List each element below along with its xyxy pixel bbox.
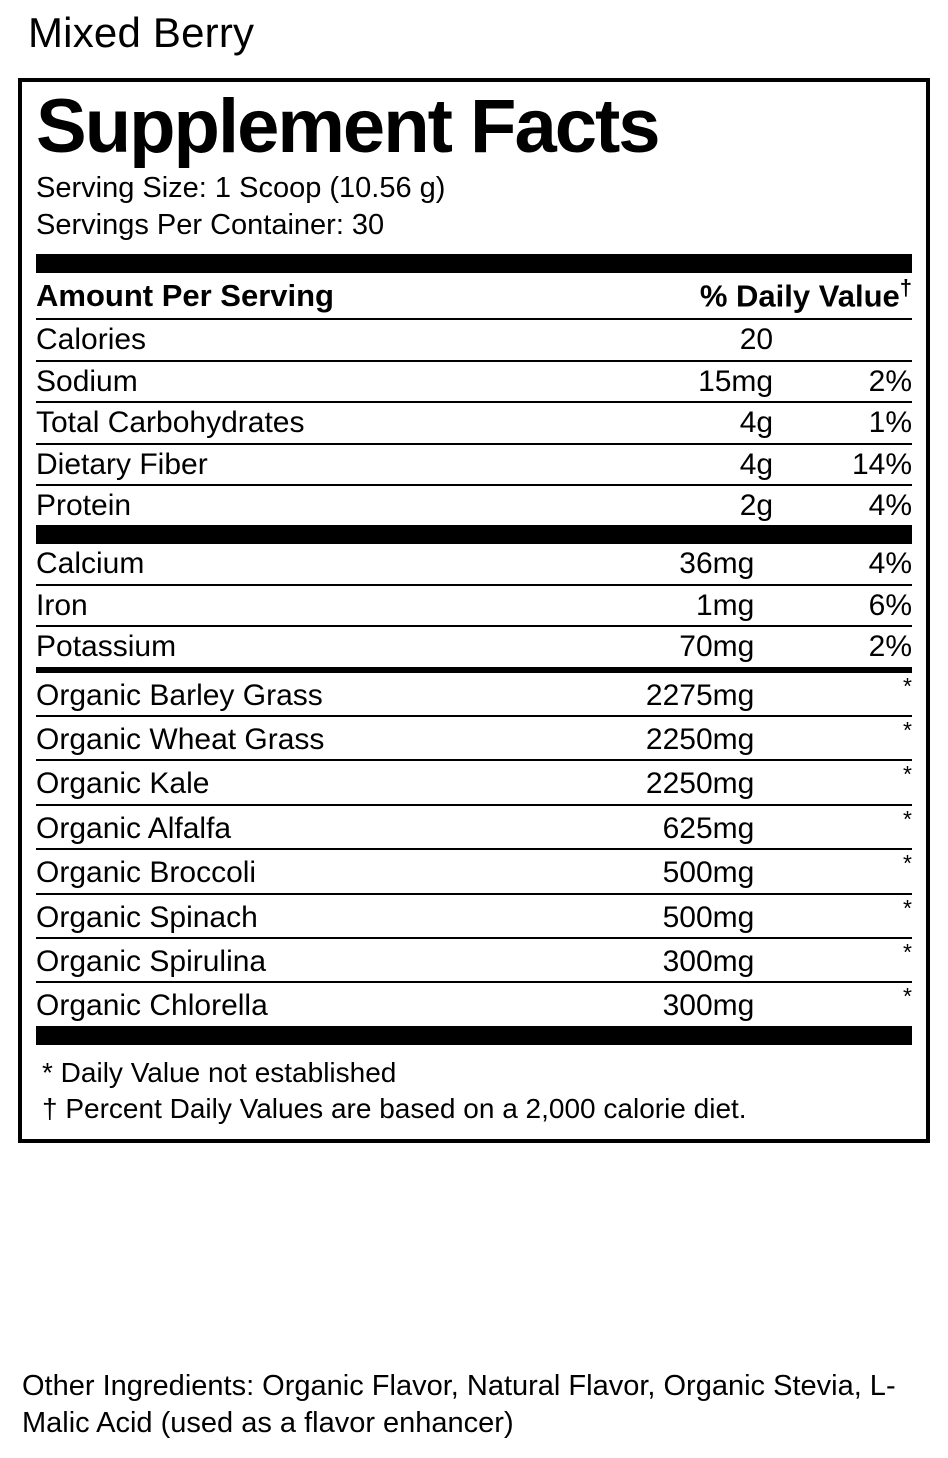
table-row [36,894,912,938]
nutrient-amount: 15mg [634,361,773,402]
ingredient-amount: 500mg [527,894,755,938]
table-row [36,805,912,849]
table-header-row [36,273,912,320]
table-row [36,760,912,804]
blend-table [36,673,912,1026]
mineral-name: Calcium [36,544,527,584]
mineral-table [36,544,912,666]
nutrient-dv: 1% [773,402,912,443]
table-row [36,585,912,626]
nutrient-amount: 4g [634,402,773,443]
ingredient-name: Organic Spirulina [36,938,527,982]
ingredient-name: Organic Kale [36,760,527,804]
ingredient-dv: * [903,983,912,1010]
nutrient-amount: 20 [634,319,773,360]
nutrient-amount: 4g [634,444,773,485]
table-row [36,444,912,485]
servings-per-container: Servings Per Container: 30 [36,209,385,241]
mineral-dv: 2% [868,630,912,664]
ingredient-name: Organic Barley Grass [36,673,527,716]
nutrient-table [36,273,912,526]
ingredient-dv: * [903,761,912,788]
ingredient-name: Organic Spinach [36,894,527,938]
table-row [36,716,912,760]
panel-title: Supplement Facts [36,84,659,169]
nutrient-dv: 14% [773,444,912,485]
ingredient-name: Organic Wheat Grass [36,716,527,760]
nutrient-name: Total Carbohydrates [36,402,634,443]
ingredient-dv: * [903,672,912,699]
ingredient-amount: 300mg [527,938,755,982]
mineral-amount: 1mg [527,585,755,626]
ingredient-dv: * [903,894,912,921]
ingredient-dv: * [903,938,912,965]
nutrient-name: Sodium [36,361,634,402]
mineral-amount: 36mg [527,544,755,584]
footnote-star: * Daily Value not established [42,1056,397,1088]
nutrient-amount: 2g [739,489,774,522]
nutrient-dv [773,319,912,360]
serving-size: Serving Size: 1 Scoop (10.56 g) [36,172,446,205]
divider-thick-minerals [36,525,912,544]
mineral-dv: 6% [754,585,912,626]
flavor-heading: Mixed Berry [28,9,255,56]
ingredient-name: Organic Broccoli [36,849,527,893]
table-row [36,938,912,982]
table-row [36,982,912,1025]
table-row [36,485,912,525]
table-row [36,319,912,360]
ingredient-amount: 625mg [527,805,755,849]
table-row [36,544,912,584]
table-row [36,849,912,893]
nutrient-name: Calories [36,319,634,360]
ingredient-dv: * [903,850,912,877]
divider-thick-top [36,254,912,273]
ingredient-amount: 500mg [527,849,755,893]
table-row [36,402,912,443]
nutrient-dv: 4% [868,489,912,522]
mineral-name: Potassium [36,630,177,664]
divider-thick-bottom [36,1026,912,1045]
ingredient-amount: 2275mg [527,673,755,716]
table-row [36,626,912,666]
ingredient-dv: * [903,805,912,832]
nutrient-name: Protein [36,489,132,522]
ingredient-name: Organic Chlorella [36,989,268,1023]
ingredient-name: Organic Alfalfa [36,805,527,849]
supplement-facts-panel [18,78,930,1143]
amount-per-serving-label: Amount Per Serving [36,273,634,320]
ingredient-amount: 2250mg [527,716,755,760]
ingredient-amount: 2250mg [527,760,755,804]
daily-value-label [634,273,912,320]
footnotes [36,1045,912,1130]
mineral-dv: 4% [754,544,912,584]
ingredient-amount: 300mg [662,989,755,1023]
mineral-name: Iron [36,585,527,626]
dagger-symbol: † [899,274,912,300]
other-ingredients: Other Ingredients: Organic Flavor, Natural Flavor, Organic Stevia, L-Malic Acid (used as a flavor enhancer) [22,1370,896,1440]
nutrient-dv: 2% [773,361,912,402]
table-row [36,673,912,716]
table-row [36,361,912,402]
nutrient-name: Dietary Fiber [36,444,634,485]
mineral-amount: 70mg [679,630,755,664]
daily-value-text: % Daily Value [699,277,900,313]
ingredient-dv: * [903,716,912,743]
footnote-dagger: † Percent Daily Values are based on a 2,000 calorie diet. [42,1093,747,1125]
